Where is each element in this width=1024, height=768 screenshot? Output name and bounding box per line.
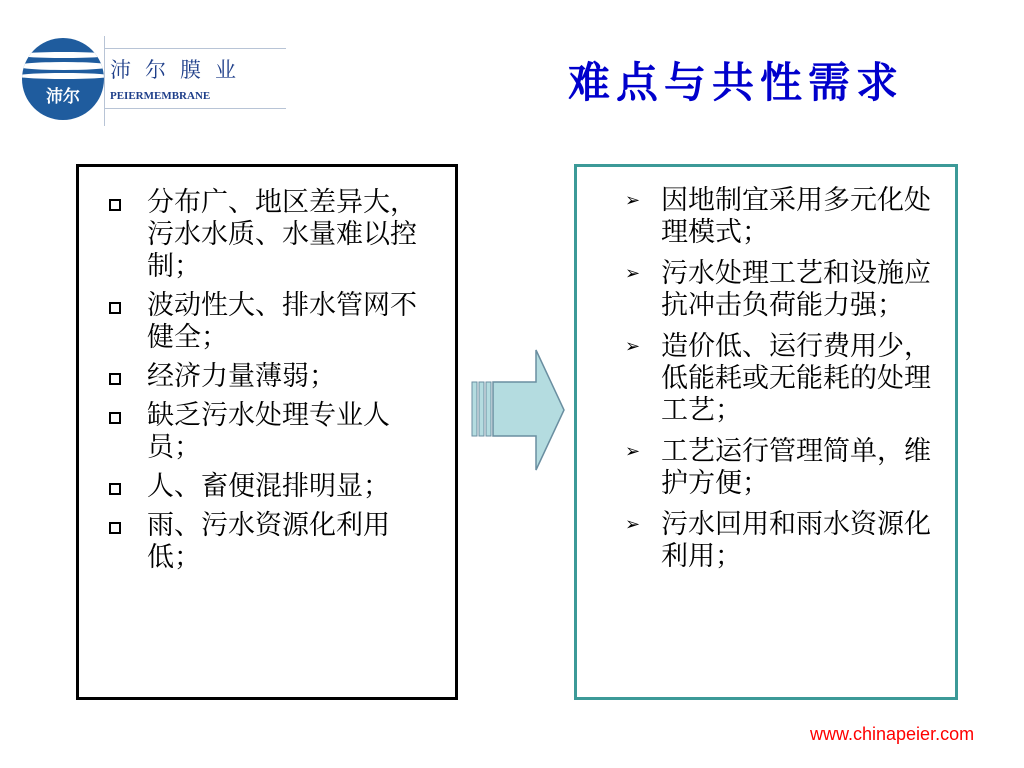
list-item	[101, 187, 431, 283]
list-item-text: 分布广、地区差异大，污水水质、水量难以控制；	[147, 187, 417, 282]
requirements-box	[574, 164, 958, 700]
slide-title: 难点与共性需求	[568, 58, 905, 107]
arrow-right-icon	[470, 348, 566, 472]
list-item	[617, 509, 947, 573]
list-item	[617, 258, 947, 322]
square-bullet-icon	[109, 199, 121, 211]
list-item-text: 缺乏污水处理专业人员；	[147, 400, 390, 463]
list-item-text: 造价低、运行费用少，低能耗或无能耗的处理工艺；	[661, 331, 931, 426]
list-item	[617, 185, 947, 249]
list-item	[101, 471, 431, 503]
logo-name-cn: 沛尔膜业	[110, 58, 250, 82]
square-bullet-icon	[109, 483, 121, 495]
square-bullet-icon	[109, 302, 121, 314]
list-item-text: 因地制宜采用多元化处理模式；	[661, 185, 931, 248]
list-item	[101, 290, 431, 354]
square-bullet-icon	[109, 412, 121, 424]
list-item-text: 污水回用和雨水资源化利用；	[661, 509, 931, 572]
difficulties-list	[101, 187, 431, 581]
chevron-right-icon: ➢	[625, 263, 641, 284]
list-item-text: 雨、污水资源化利用低；	[147, 510, 390, 573]
footer-url[interactable]: www.chinapeier.com	[810, 724, 975, 744]
chevron-right-icon: ➢	[625, 514, 641, 535]
list-item-text: 人、畜便混排明显；	[147, 471, 390, 502]
list-item	[101, 400, 431, 464]
list-item	[617, 331, 947, 427]
chevron-right-icon: ➢	[625, 336, 641, 357]
logo-name-en: PEIERMEMBRANE	[110, 90, 211, 102]
logo	[18, 36, 278, 126]
chevron-right-icon: ➢	[625, 190, 641, 211]
difficulties-box	[76, 164, 458, 700]
list-item	[101, 361, 431, 393]
list-item-text: 工艺运行管理简单，维护方便；	[661, 436, 931, 499]
logo-emblem	[22, 38, 104, 120]
square-bullet-icon	[109, 373, 121, 385]
list-item	[617, 436, 947, 500]
list-item	[101, 510, 431, 574]
list-item-text: 污水处理工艺和设施应抗冲击负荷能力强；	[661, 258, 931, 321]
chevron-right-icon: ➢	[625, 441, 641, 462]
list-item-text: 波动性大、排水管网不健全；	[147, 290, 417, 353]
requirements-list	[617, 185, 947, 582]
list-item-text: 经济力量薄弱；	[147, 361, 336, 392]
square-bullet-icon	[109, 522, 121, 534]
logo-mark: 沛尔	[46, 87, 80, 107]
